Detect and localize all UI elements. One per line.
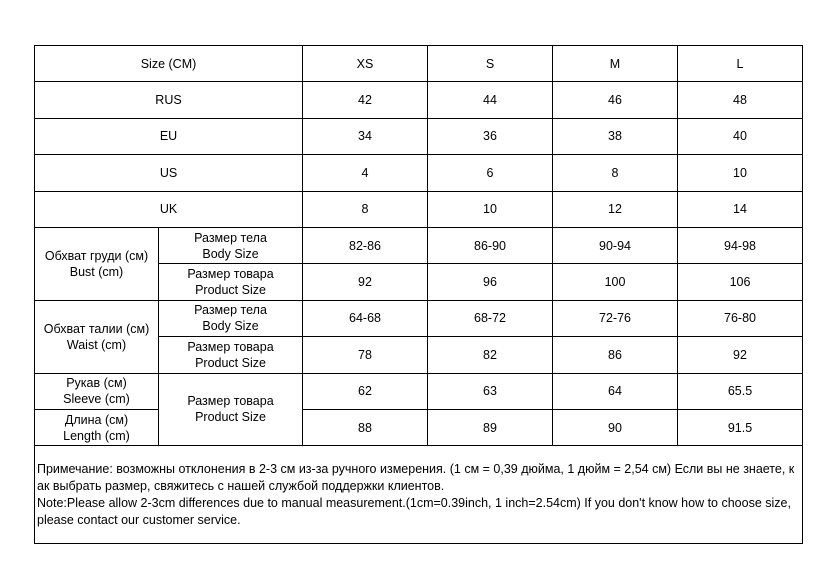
cell-value: 90 [553, 409, 678, 445]
cell-value: 68-72 [428, 300, 553, 336]
product-size-label [159, 373, 303, 446]
cell-value: 90-94 [553, 227, 678, 263]
size-chart-table [34, 45, 803, 544]
cell-value: 40 [678, 118, 803, 154]
product-size-label-ru: Размер товара [187, 267, 274, 282]
bust-label-ru: Обхват груди (см) [44, 248, 149, 263]
cell-value: 64 [553, 373, 678, 409]
waist-label-ru: Обхват талии (см) [43, 321, 150, 336]
cell-value: 8 [553, 155, 678, 191]
body-size-label [159, 227, 303, 263]
cell-value: 64-68 [303, 300, 428, 336]
note-row [35, 446, 803, 544]
us-row [35, 155, 803, 191]
cell-value: 76-80 [678, 300, 803, 336]
cell-value: 96 [428, 264, 553, 300]
cell-value: 42 [303, 82, 428, 118]
row-label: UK [35, 191, 303, 227]
cell-value: 38 [553, 118, 678, 154]
bust-body-row [35, 227, 803, 263]
bust-label [35, 227, 159, 300]
sleeve-label-ru: Рукав (см) [66, 376, 127, 391]
product-size-label-en: Product Size [195, 355, 266, 370]
cell-value: 44 [428, 82, 553, 118]
cell-value: 36 [428, 118, 553, 154]
cell-value: 10 [428, 191, 553, 227]
cell-value: 62 [303, 373, 428, 409]
size-l-header: L [678, 46, 803, 82]
cell-value: 100 [553, 264, 678, 300]
cell-value: 65.5 [678, 373, 803, 409]
cell-value: 6 [428, 155, 553, 191]
length-row [35, 409, 803, 445]
waist-body-row [35, 300, 803, 336]
cell-value: 63 [428, 373, 553, 409]
body-size-label-en: Body Size [202, 246, 259, 261]
waist-label-en: Waist (cm) [66, 337, 127, 352]
cell-value: 91.5 [678, 409, 803, 445]
product-size-label-ru: Размер товара [187, 394, 274, 409]
cell-value: 106 [678, 264, 803, 300]
cell-value: 14 [678, 191, 803, 227]
cell-value: 4 [303, 155, 428, 191]
product-size-label [159, 337, 303, 373]
note-cell [35, 446, 803, 544]
row-label: US [35, 155, 303, 191]
body-size-label-ru: Размер тела [194, 230, 267, 245]
size-xs-header: XS [303, 46, 428, 82]
cell-value: 82 [428, 337, 553, 373]
cell-value: 12 [553, 191, 678, 227]
product-size-label-en: Product Size [195, 410, 266, 425]
body-size-label [159, 300, 303, 336]
cell-value: 46 [553, 82, 678, 118]
rus-row [35, 82, 803, 118]
body-size-label-en: Body Size [202, 319, 259, 334]
cell-value: 92 [303, 264, 428, 300]
cell-value: 92 [678, 337, 803, 373]
cell-value: 8 [303, 191, 428, 227]
length-label [35, 409, 159, 445]
product-size-label [159, 264, 303, 300]
eu-row [35, 118, 803, 154]
cell-value: 82-86 [303, 227, 428, 263]
cell-value: 94-98 [678, 227, 803, 263]
cell-value: 86-90 [428, 227, 553, 263]
product-size-label-en: Product Size [195, 283, 266, 298]
product-size-label-ru: Размер товара [187, 339, 274, 354]
sleeve-row [35, 373, 803, 409]
cell-value: 48 [678, 82, 803, 118]
cell-value: 78 [303, 337, 428, 373]
note-ru: Примечание: возможны отклонения в 2-3 см из-за ручного измерения. (1 см = 0,39 дюйма, 1 дюйм = 2,54 см) Если вы не знаете, как выбрать размер, свяжитесь с нашей службой поддержки клиентов. [37, 462, 795, 494]
size-header-label: Size (CM) [35, 46, 303, 82]
row-label: EU [35, 118, 303, 154]
sleeve-label-en: Sleeve (cm) [63, 392, 130, 407]
cell-value: 34 [303, 118, 428, 154]
size-m-header: M [553, 46, 678, 82]
bust-label-en: Bust (cm) [69, 264, 124, 279]
cell-value: 72-76 [553, 300, 678, 336]
cell-value: 88 [303, 409, 428, 445]
cell-value: 10 [678, 155, 803, 191]
cell-value: 86 [553, 337, 678, 373]
size-s-header: S [428, 46, 553, 82]
waist-label [35, 300, 159, 373]
note-en: Note:Please allow 2-3cm differences due to manual measurement.(1cm=0.39inch, 1 inch=2.54cm) If you don't know how to choose size, please contact our customer service. [37, 495, 791, 527]
body-size-label-ru: Размер тела [194, 303, 267, 318]
length-label-en: Length (cm) [63, 428, 130, 443]
row-label: RUS [35, 82, 303, 118]
header-row [35, 46, 803, 82]
sleeve-label [35, 373, 159, 409]
length-label-ru: Длина (см) [64, 412, 129, 427]
uk-row [35, 191, 803, 227]
cell-value: 89 [428, 409, 553, 445]
